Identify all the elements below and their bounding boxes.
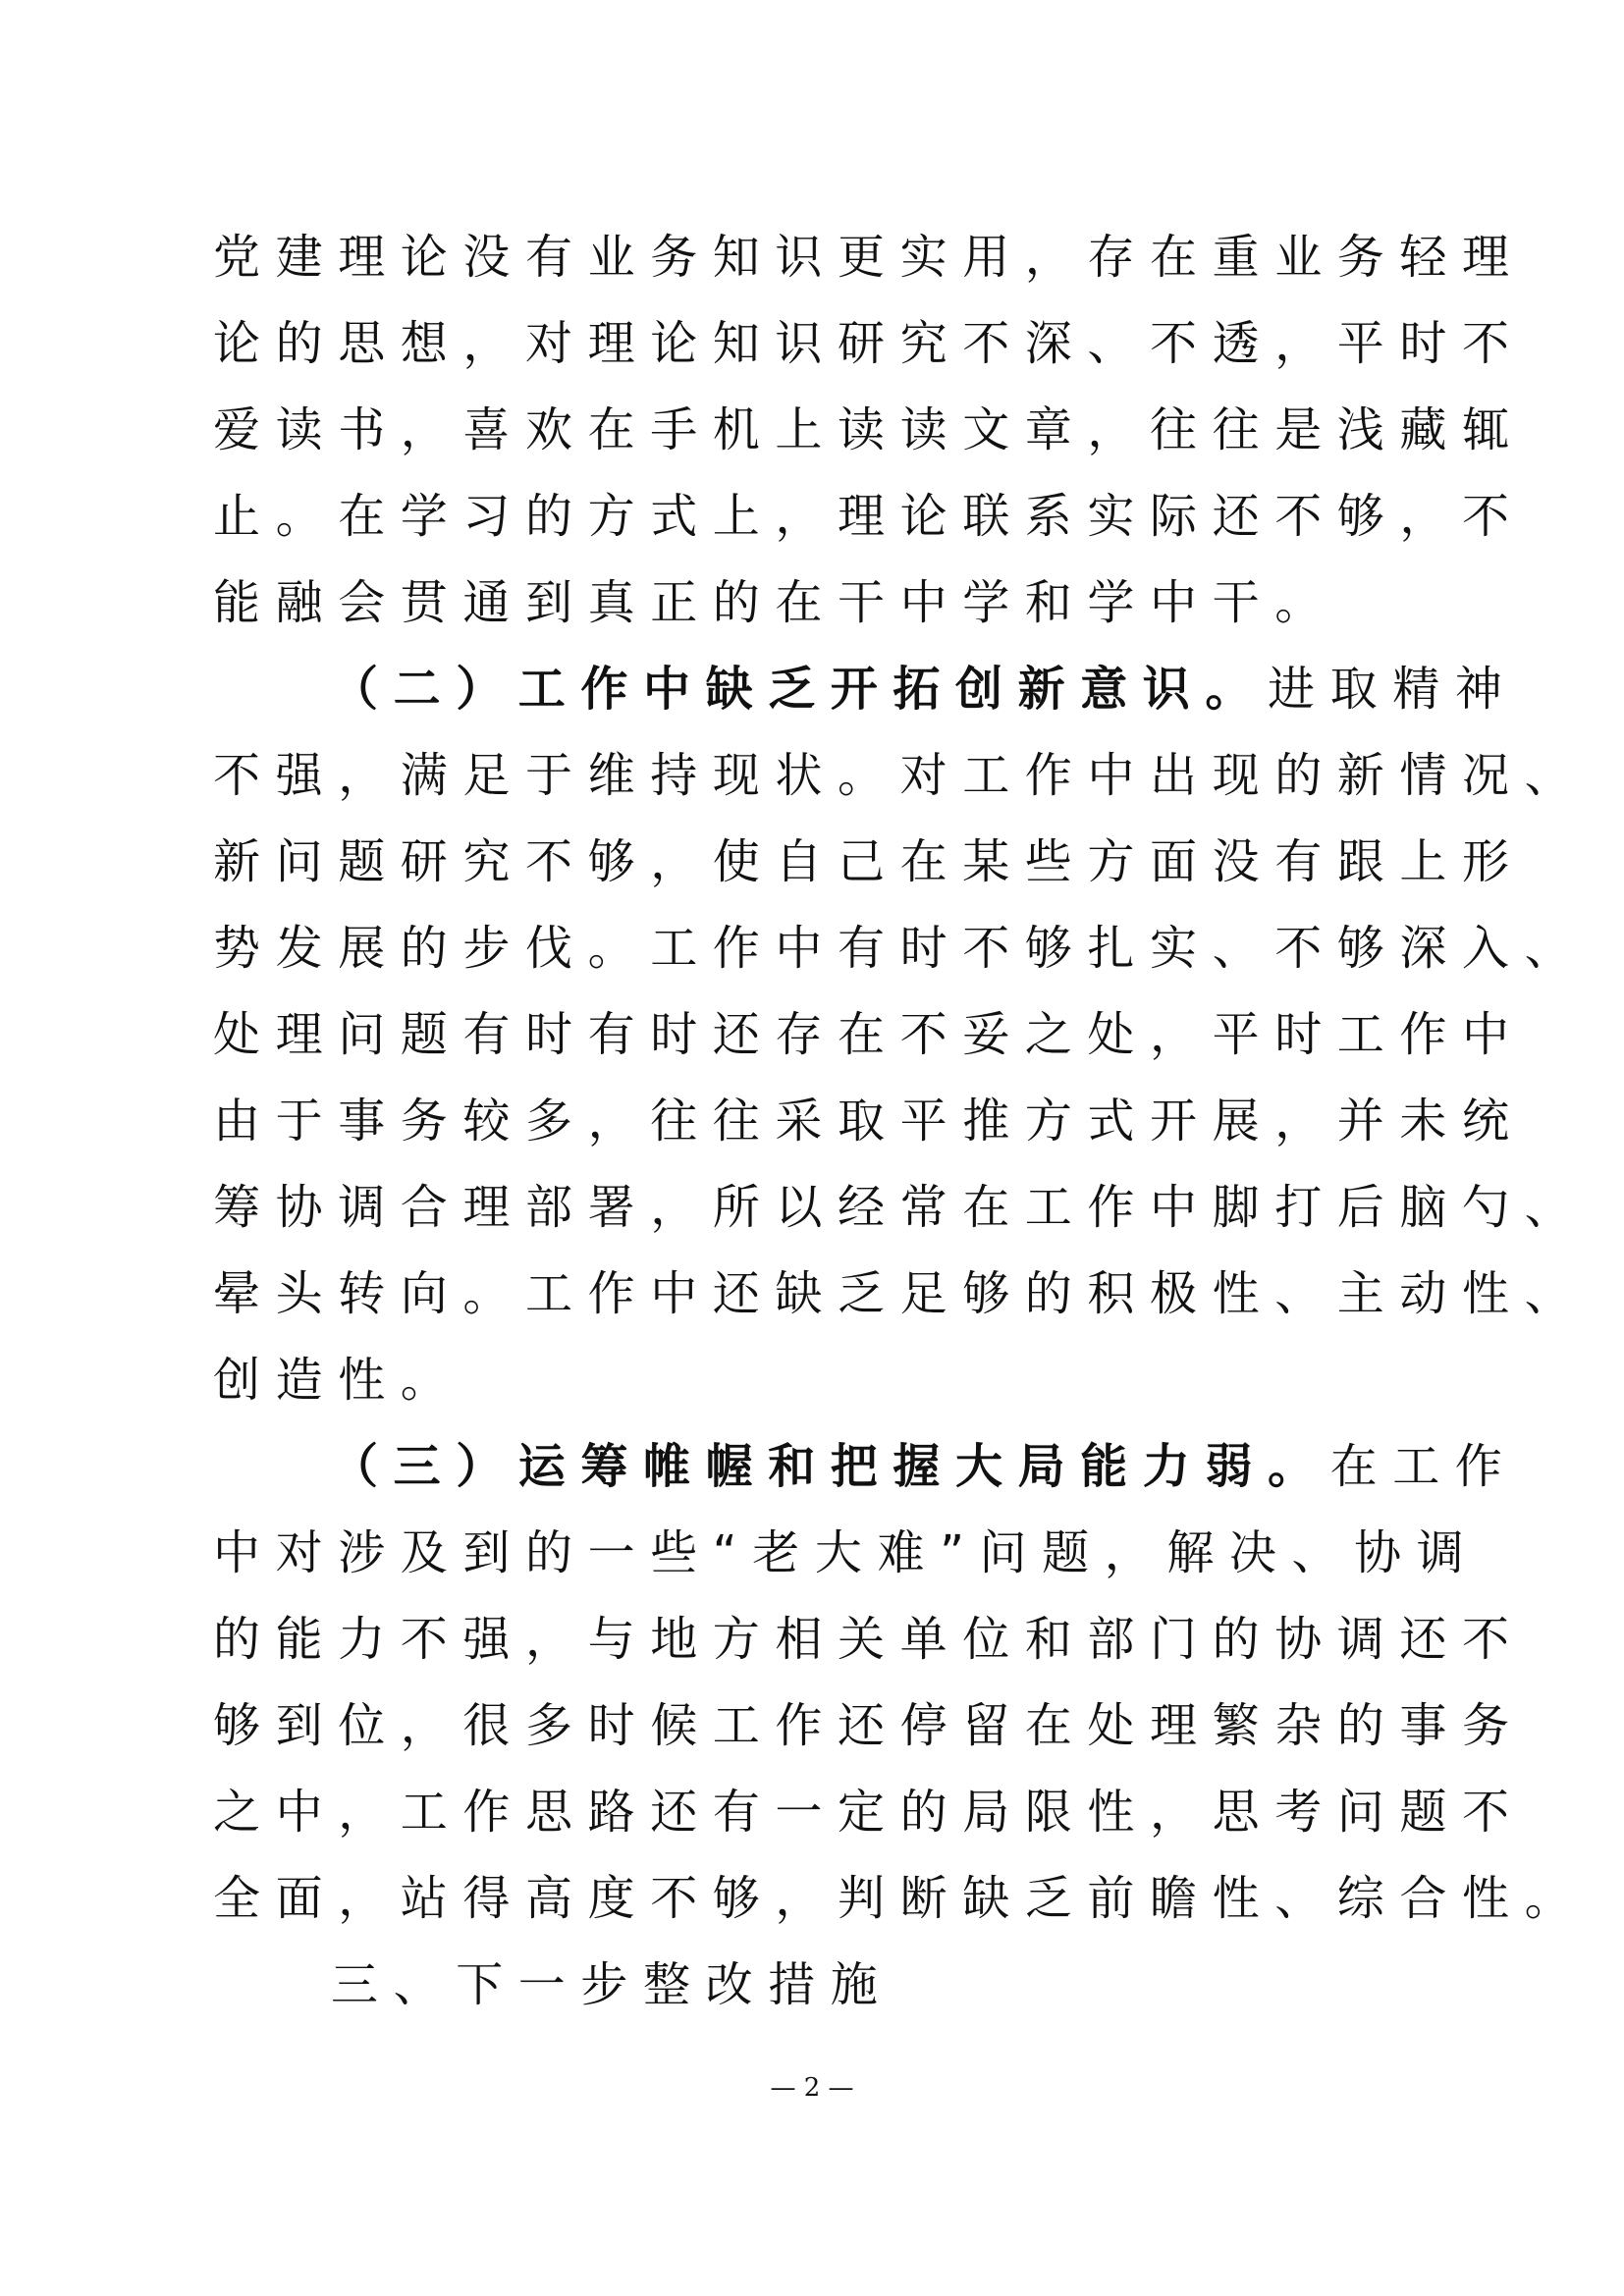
paragraph-3-first-line [331, 1437, 1517, 1496]
paragraph-2-line-6: 由于事务较多，往往采取平推方式开展，并未统 [213, 1094, 1525, 1148]
paragraph-2-first-line [331, 660, 1517, 719]
paragraph-2-first-line-text: 进取精神 [1268, 662, 1518, 717]
paragraph-2-line-9: 创造性。 [213, 1353, 463, 1408]
section-heading: 三、下一步整改措施 [331, 1957, 893, 2012]
paragraph-1-line-4: 止。在学习的方式上，理论联系实际还不够，不 [213, 489, 1525, 544]
paragraph-2-line-8: 晕头转向。工作中还缺乏足够的积极性、主动性、 [213, 1266, 1588, 1321]
paragraph-3-line-2: 中对涉及到的一些“老大难”问题，解决、协调 [213, 1525, 1480, 1580]
paragraph-3-line-5: 之中，工作思路还有一定的局限性，思考问题不 [213, 1785, 1525, 1840]
paragraph-2-line-7: 筹协调合理部署，所以经常在工作中脚打后脑勺、 [213, 1180, 1588, 1235]
paragraph-3-first-line-text: 在工作 [1329, 1439, 1518, 1494]
paragraph-2-line-3: 新问题研究不够，使自己在某些方面没有跟上形 [213, 834, 1525, 889]
paragraph-2-heading: （二）工作中缺乏开拓创新意识。 [331, 662, 1269, 717]
paragraph-1-line-1: 党建理论没有业务知识更实用，存在重业务轻理 [213, 230, 1525, 285]
paragraph-2-line-2: 不强，满足于维持现状。对工作中出现的新情况、 [213, 748, 1588, 803]
paragraph-2-line-4: 势发展的步伐。工作中有时不够扎实、不够深入、 [213, 921, 1588, 976]
paragraph-2-line-5: 处理问题有时有时还存在不妥之处，平时工作中 [213, 1007, 1525, 1062]
paragraph-1-line-3: 爱读书，喜欢在手机上读读文章，往往是浅藏辄 [213, 402, 1525, 457]
page-number: — 2 — [770, 2073, 854, 2103]
paragraph-1-line-5: 能融会贯通到真正的在干中学和学中干。 [213, 575, 1337, 630]
paragraph-3-line-4: 够到位，很多时候工作还停留在处理繁杂的事务 [213, 1698, 1525, 1753]
paragraph-1-line-2: 论的思想，对理论知识研究不深、不透，平时不 [213, 316, 1525, 371]
paragraph-3-line-6: 全面，站得高度不够，判断缺乏前瞻性、综合性。 [213, 1871, 1588, 1926]
paragraph-3-heading: （三）运筹帷幄和把握大局能力弱。 [331, 1439, 1330, 1494]
paragraph-3-line-3: 的能力不强，与地方相关单位和部门的协调还不 [213, 1612, 1525, 1667]
